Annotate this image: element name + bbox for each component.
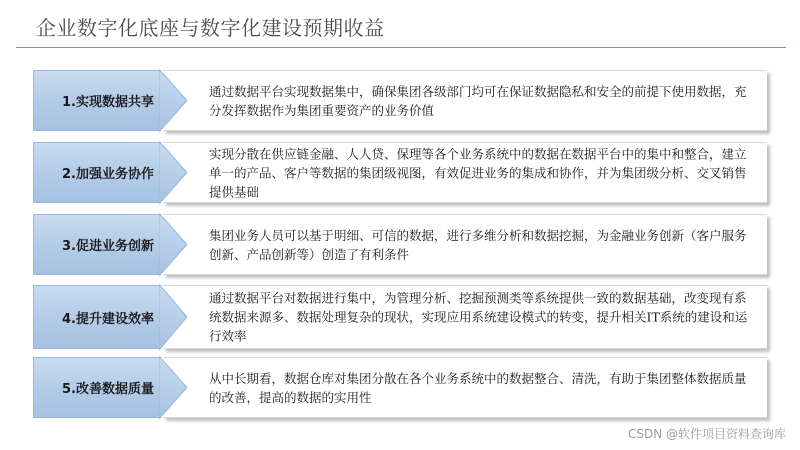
benefit-description-box <box>163 142 767 203</box>
benefit-label: 2.加强业务协作 <box>62 167 154 182</box>
benefit-label: 4.提升建设效率 <box>62 311 154 327</box>
page-title: 企业数字化底座与数字化建设预期收益 <box>36 16 385 40</box>
benefit-label: 3.促进业务创新 <box>62 239 154 254</box>
benefit-row-3 <box>33 214 767 275</box>
benefit-row-4 <box>33 285 767 349</box>
benefit-description: 集团业务人员可以基于明细、可信的数据，进行多维分析和数据挖掘，为金融业务创新（客户服务创新、产品创新等）创造了有利条件 <box>209 227 747 262</box>
benefit-description-box <box>163 70 767 131</box>
benefit-description: 从中长期看，数据仓库对集团分散在各个业务系统中的数据整合、清洗，有助于集团整体数据质量的改善，提高的数据的实用性 <box>209 370 747 405</box>
benefit-row-1 <box>33 70 767 131</box>
benefit-description-box <box>163 285 767 349</box>
benefit-row-2 <box>33 142 767 203</box>
title-divider <box>16 47 786 48</box>
benefit-description: 实现分散在供应链金融、人人贷、保理等各个业务系统中的数据在数据平台中的集中和整合，建立单一的产品、客户等数据的集团级视图，有效促进业务的集成和协作，并为集团级分析、交叉销售提供基础 <box>209 146 747 199</box>
benefit-description: 通过数据平台对数据进行集中，为管理分析、挖掘预测类等系统提供一致的数据基础，改变现有系统数据来源多、数据处理复杂的现状，实现应用系统建设模式的转变，提升相关IT系统的建设和运行效率 <box>209 290 748 344</box>
benefit-label: 1.实现数据共享 <box>62 95 154 110</box>
benefit-description-box <box>163 214 767 275</box>
benefit-label: 5.改善数据质量 <box>62 382 154 397</box>
benefit-row-5 <box>33 357 767 418</box>
benefit-description-box <box>163 357 767 418</box>
benefit-description: 通过数据平台实现数据集中，确保集团各级部门均可在保证数据隐私和安全的前提下使用数据，充分发挥数据作为集团重要资产的业务价值 <box>209 83 747 118</box>
watermark-text: CSDN @软件项目资料查询库 <box>627 427 786 441</box>
